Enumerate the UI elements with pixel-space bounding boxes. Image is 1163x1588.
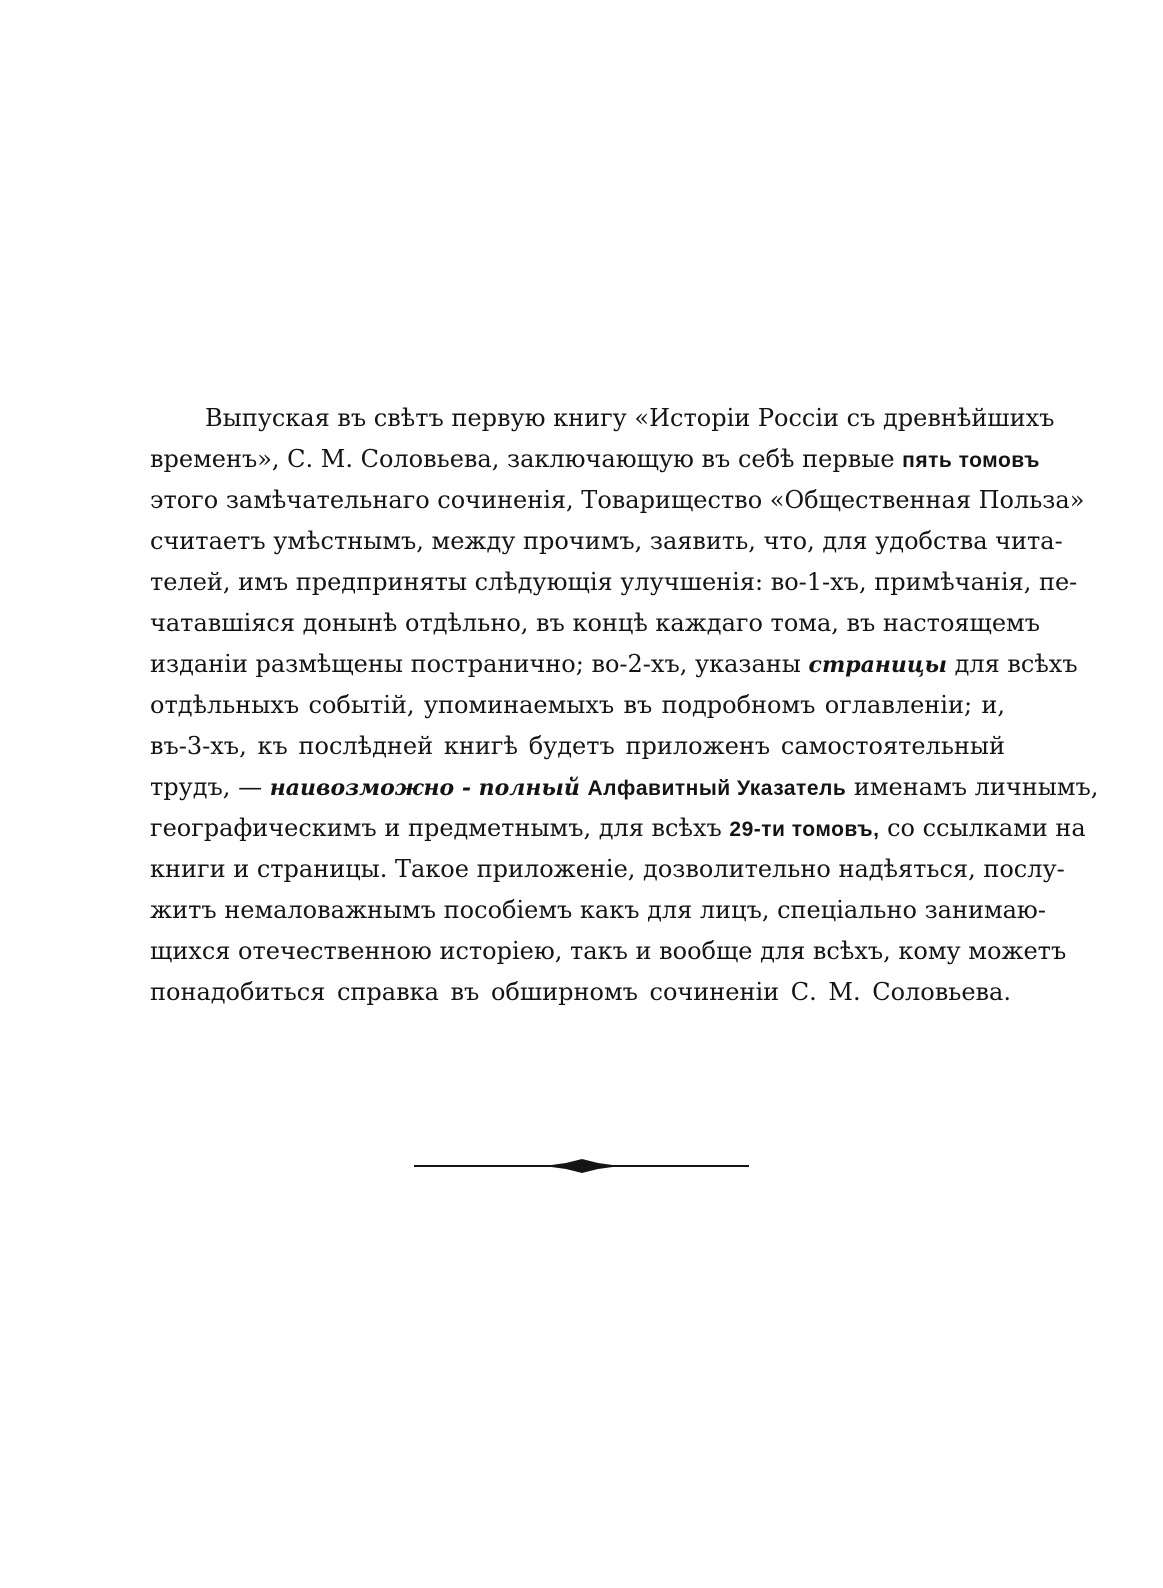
- emphasis-italic: наивозможно - полный: [269, 775, 580, 801]
- ornamental-divider: [414, 1155, 749, 1177]
- emphasis-italic: страницы: [808, 652, 947, 678]
- body-paragraph: [150, 398, 1099, 1013]
- text-line: Выпуская въ свѣтъ первую книгу «Исторіи Россіи съ древнѣйшихъ: [205, 404, 1055, 432]
- text-line: щихся отечественною исторіею, такъ и вообще для всѣхъ, кому можетъ: [150, 937, 1067, 965]
- text-line: временъ», С. М. Соловьева, заключающую въ себѣ первые пять томовъ: [150, 445, 1040, 473]
- text-line: понадобиться справка въ обширномъ сочиненіи С. М. Соловьева.: [150, 978, 1011, 1006]
- text-line: въ-3-хъ, къ послѣдней книгѣ будетъ приложенъ самостоятельный: [150, 732, 1005, 760]
- text-line: отдѣльныхъ событій, упоминаемыхъ въ подробномъ оглавленіи; и,: [150, 691, 1005, 719]
- emphasis-bold: пять томовъ: [902, 449, 1040, 472]
- text-line: изданіи размѣщены постранично; во-2-хъ, указаны страницы для всѣхъ: [150, 650, 1078, 678]
- text-line: трудъ, — наивозможно - полный Алфавитный Указатель именамъ личнымъ,: [150, 773, 1099, 801]
- text-line: географическимъ и предметнымъ, для всѣхъ 29-ти томовъ, со ссылками на: [150, 814, 1086, 842]
- text-line: считаетъ умѣстнымъ, между прочимъ, заявить, что, для удобства чита-: [150, 527, 1063, 555]
- text-line: книги и страницы. Такое приложеніе, дозволительно надѣяться, послу-: [150, 855, 1065, 883]
- emphasis-bold: 29-ти томовъ,: [729, 818, 880, 841]
- text-line: телей, имъ предприняты слѣдующія улучшенія: во-1-хъ, примѣчанія, пе-: [150, 568, 1078, 596]
- text-line: чатавшіяся донынѣ отдѣльно, въ концѣ каждаго тома, въ настоящемъ: [150, 609, 1040, 637]
- text-line: этого замѣчательнаго сочиненія, Товарищество «Общественная Польза»: [150, 486, 1085, 514]
- emphasis-bold: Алфавитный Указатель: [587, 777, 847, 800]
- text-line: житъ немаловажнымъ пособіемъ какъ для лицъ, спеціально занимаю-: [150, 896, 1046, 924]
